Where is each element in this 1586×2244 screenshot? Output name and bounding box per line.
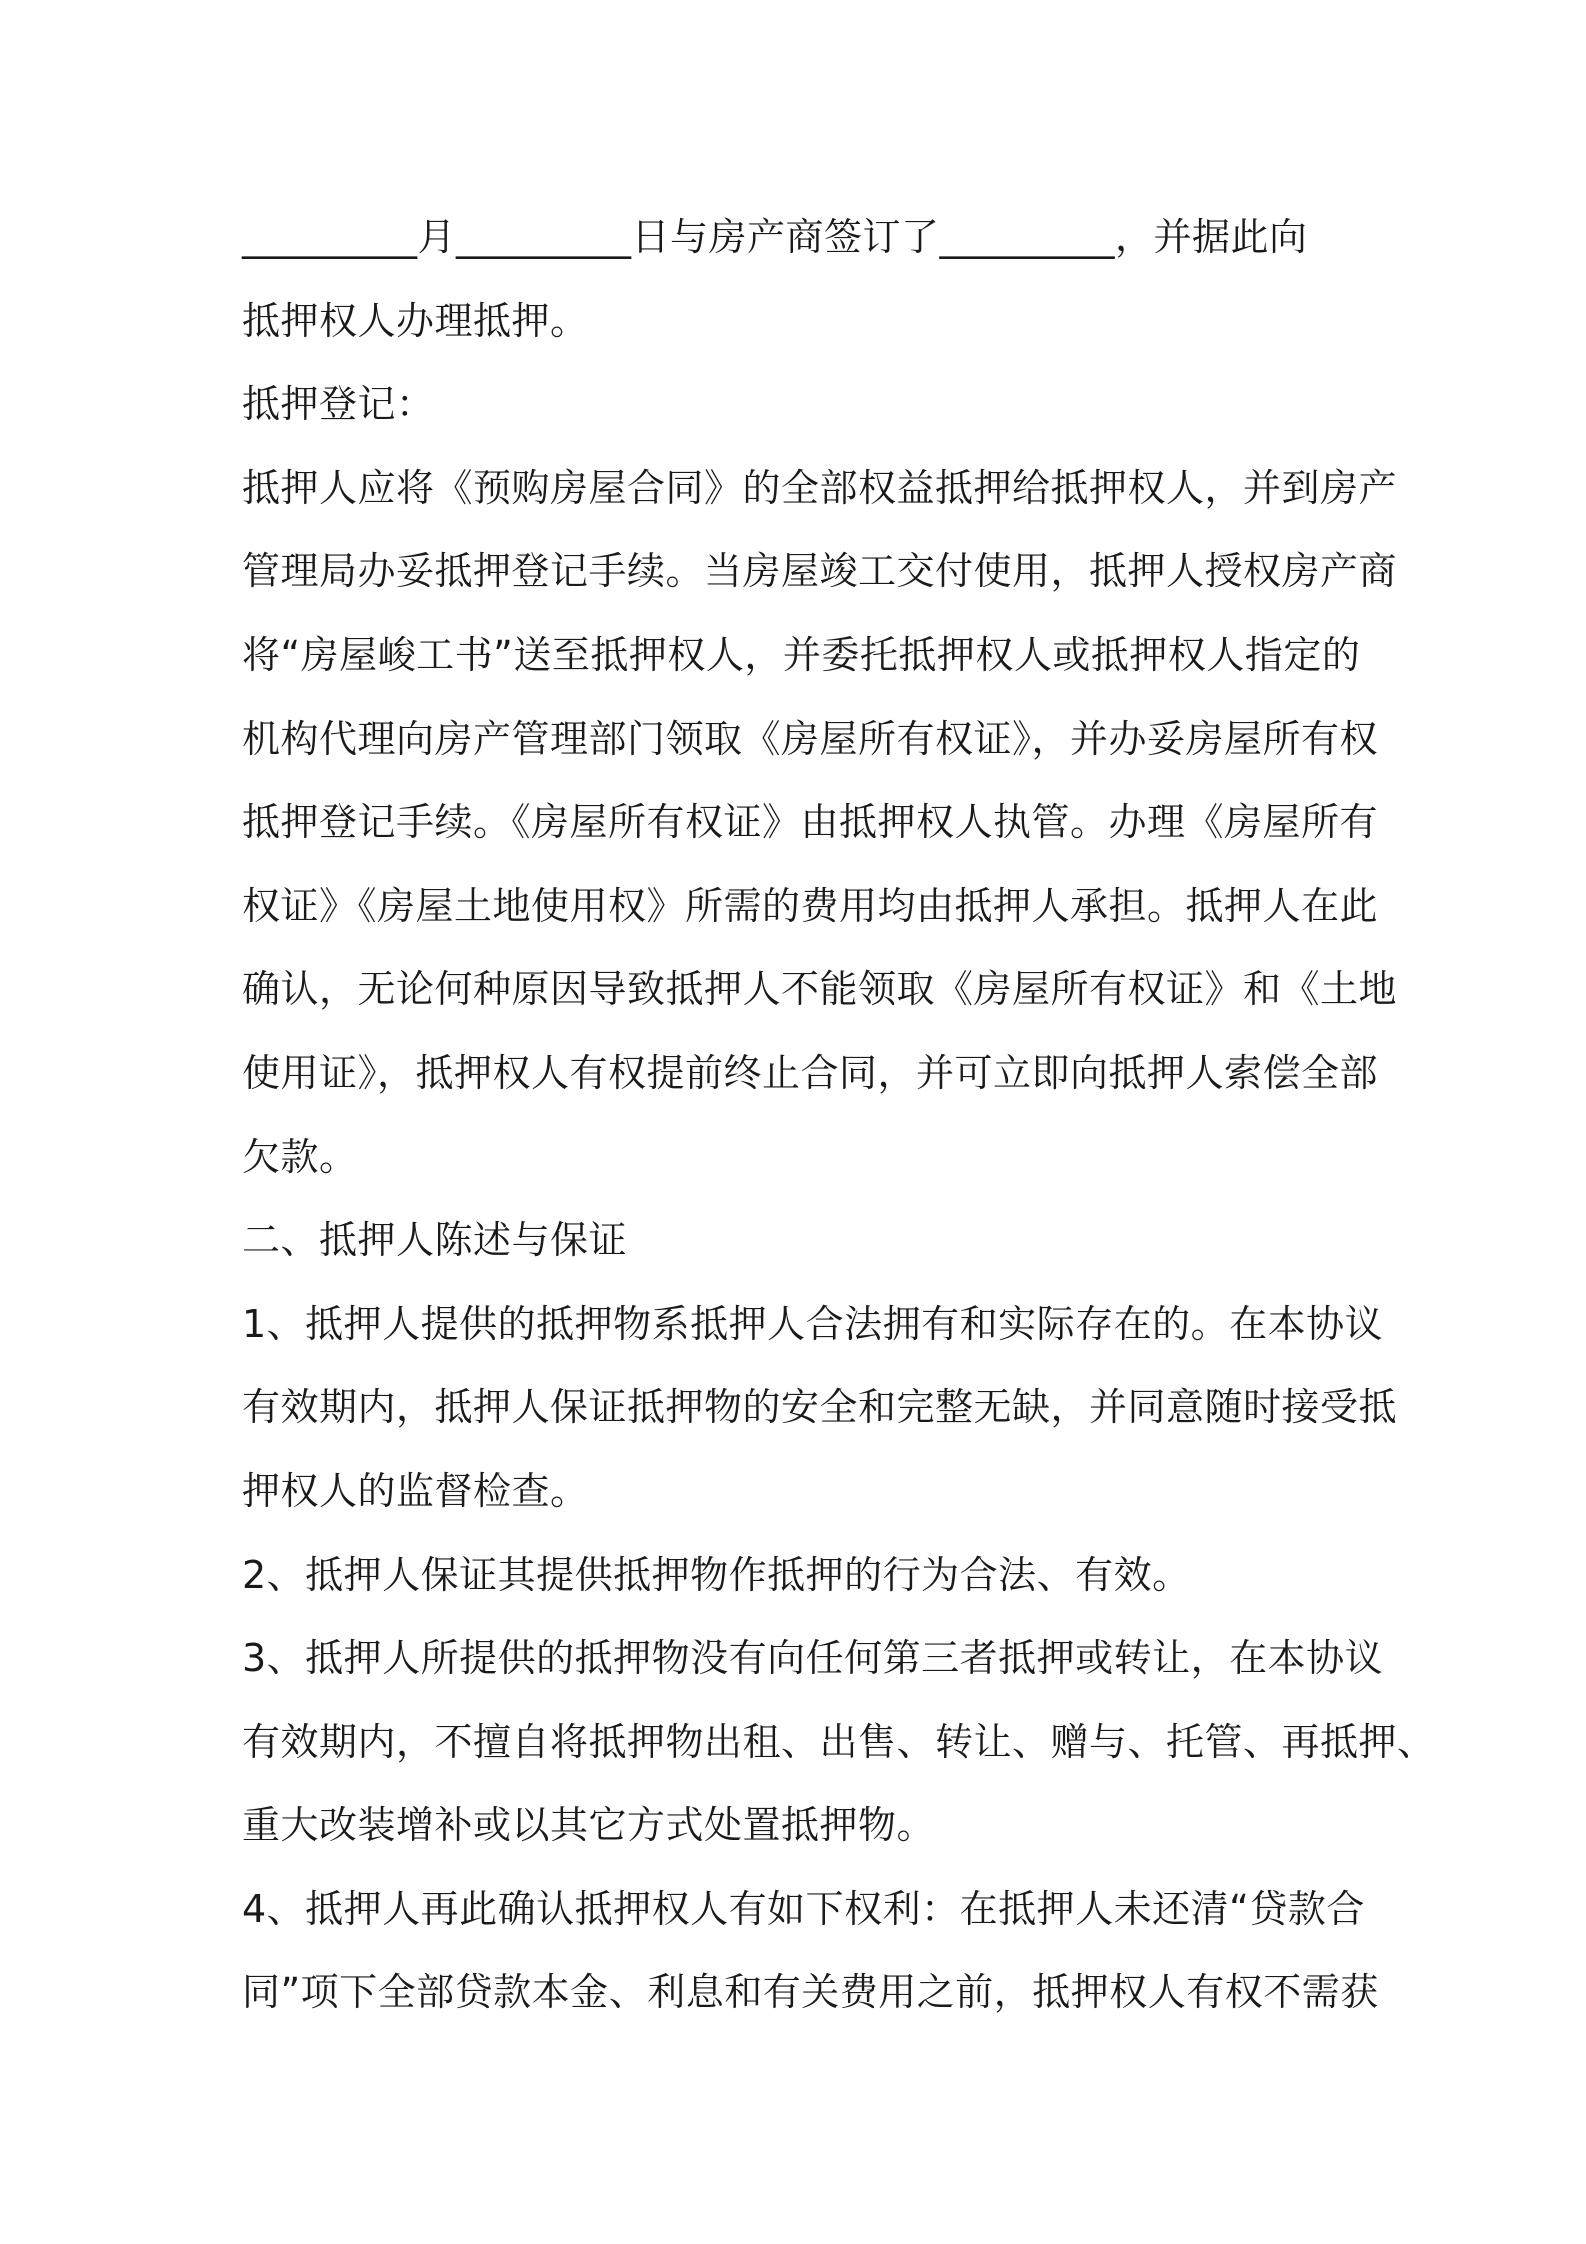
text-line: 3、抵押人所提供的抵押物没有向任何第三者抵押或转让，在本协议 [242,1636,1384,1681]
text-line: 抵押权人办理抵押。 [242,298,589,343]
text-line: 有效期内，不擅自将抵押物出租、出售、转让、赠与、托管、再抵押、 [242,1719,1436,1764]
section-heading: 二、抵押人陈述与保证 [242,1218,628,1263]
text-line: 4、抵押人再此确认抵押权人有如下权利：在抵押人未还清“贷款合 [242,1886,1365,1931]
text-line: _________月_________日与房产商签订了_________，并据此向 [242,215,1308,259]
text-line: 权证》《房屋土地使用权》所需的费用均由抵押人承担。抵押人在此 [242,883,1379,928]
text-line: 管理局办妥抵押登记手续。当房屋竣工交付使用，抵押人授权房产商 [242,549,1398,594]
text-line: 1、抵押人提供的抵押物系抵押人合法拥有和实际存在的。在本协议 [242,1301,1384,1346]
text-line: 使用证》，抵押权人有权提前终止合同，并可立即向抵押人索偿全部 [242,1050,1379,1095]
text-line: 机构代理向房产管理部门领取《房屋所有权证》，并办妥房屋所有权 [242,716,1379,761]
text-line: 抵押人应将《预购房屋合同》的全部权益抵押给抵押权人，并到房产 [242,465,1398,510]
text-line: 抵押登记手续。《房屋所有权证》由抵押权人执管。办理《房屋所有 [242,800,1379,845]
text-line: 将“房屋峻工书”送至抵押权人，并委托抵押权人或抵押权人指定的 [242,632,1361,677]
text-line: 欠款。 [242,1134,358,1179]
text-line: 重大改装增补或以其它方式处置抵押物。 [242,1803,936,1848]
text-line: 2、抵押人保证其提供抵押物作抵押的行为合法、有效。 [242,1552,1191,1597]
text-line: 同”项下全部贷款本金、利息和有关费用之前，抵押权人有权不需获 [242,1970,1379,2015]
text-line: 确认，无论何种原因导致抵押人不能领取《房屋所有权证》和《土地 [242,967,1398,1012]
text-line: 押权人的监督检查。 [242,1468,589,1513]
section-heading: 抵押登记： [242,382,435,427]
document-body [242,196,1436,2035]
text-line: 有效期内，抵押人保证抵押物的安全和完整无缺，并同意随时接受抵 [242,1385,1398,1430]
